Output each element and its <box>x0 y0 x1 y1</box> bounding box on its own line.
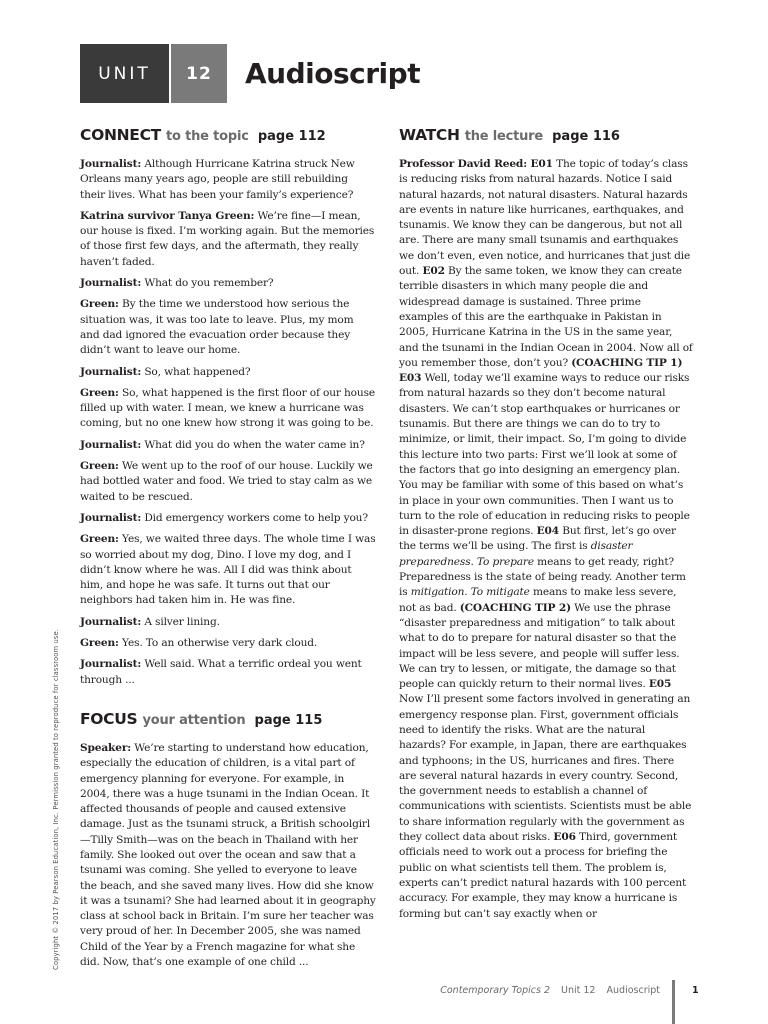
speaker-name: Green: <box>80 637 119 650</box>
lecture-term: disaster preparedness. To prepare <box>399 540 633 568</box>
speaker-name: Journalist: <box>80 365 142 378</box>
transcript-paragraph <box>80 297 376 358</box>
connect-subtitle: to the topic <box>166 129 249 144</box>
speaker-name: Green: <box>80 298 119 311</box>
footer-section: Audioscript <box>606 985 660 996</box>
transcript-paragraph <box>80 209 376 270</box>
lecture-marker: (COACHING TIP 1) E03 <box>399 356 683 385</box>
copyright-notice: Copyright © 2017 by Pearson Education, Inc. Permission granted to reproduce for classroom use. <box>52 628 60 970</box>
speaker-name: Speaker: <box>80 741 132 754</box>
speaker-name: Journalist: <box>80 615 142 628</box>
lecture-text: Well, today we’ll examine ways to reduce our risks from natural hazards so they don’t become natural disasters. We can’t stop earthquakes or hurricanes or tsunamis. But there are things we can do to try to minimize, or limit, their impact. So, I’m going to divide this lecture into two parts: First we’ll look at some of the factors that go into designing an emergency plan. You may be familiar with some of this based on what’s in place in your own communities. Then I want us to turn to the role of education in reducing risks to people in disaster-prone regions. <box>399 372 690 538</box>
speaker-name: Katrina survivor Tanya Green: <box>80 209 255 222</box>
speaker-name: Journalist: <box>80 158 142 170</box>
watch-subtitle: the lecture <box>464 129 544 144</box>
transcript-paragraph <box>80 386 376 432</box>
transcript-paragraph <box>80 741 376 970</box>
unit-label: UNIT <box>80 44 169 103</box>
speech-text: Yes, we waited three days. The whole time I was so worried about my dog, Dino. I love my dog, and I didn’t know where he was. All I did was think about him, and hope he was safe. It turns out that our neighbors had taken him in. He was fine. <box>80 533 376 607</box>
speech-text: We’re starting to understand how education, especially the education of children, is a vital part of emergency planning for everyone. For example, in 2004, there was a huge tsunami in the Indian Ocean. It affected thousands of people and caused extensive damage. Just as the tsunami struck, a British schoolgirl—Tilly Smith—was on the beach in Thailand with her family. She looked out over the ocean and saw that a tsunami was coming. She yelled to everyone to leave the beach, and she saved many lives. How did she know it was a tsunami? She had learned about it in geography class at school back in Britain. I’m sure her teacher was very proud of her. In December 2005, she was named Child of the Year by a French magazine for what she did. Now, that’s one example of one child ... <box>80 741 376 969</box>
unit-number: 12 <box>171 44 227 103</box>
connect-page-ref: page 112 <box>257 129 326 144</box>
speech-text: Yes. To an otherwise very dark cloud. <box>118 637 318 650</box>
transcript-paragraph <box>80 636 376 651</box>
transcript-paragraph <box>80 365 376 380</box>
transcript-paragraph <box>80 615 376 630</box>
lecture-text: means to make less severe, not as bad. <box>399 586 677 614</box>
lecture-text: We use the phrase “disaster preparedness and mitigation” to talk about what to do to prepare for natural disaster so that the impact will be less severe, and people will suffer less. We can try to lessen, or mitigate, the damage so that people can quickly return to their normal lives. <box>399 601 680 691</box>
transcript-paragraph <box>80 438 376 453</box>
footer-divider <box>672 980 675 1024</box>
speech-text: What did you do when the water came in? <box>141 438 365 451</box>
speech-text: What do you remember? <box>141 277 274 290</box>
lecture-term: mitigation. To mitigate <box>410 586 530 599</box>
speech-text: A silver lining. <box>141 615 220 628</box>
lecture-marker: (COACHING TIP 2) <box>459 601 571 614</box>
right-column <box>399 124 693 928</box>
speaker-name: Journalist: <box>80 438 142 451</box>
focus-heading <box>80 708 376 732</box>
watch-heading <box>399 124 693 148</box>
speech-text: So, what happened? <box>141 365 251 378</box>
focus-subtitle: your attention <box>142 712 246 728</box>
left-column <box>80 124 376 976</box>
connect-transcript <box>80 157 376 688</box>
lecture-marker: Professor David Reed: E01 <box>399 158 553 170</box>
lecture-marker: E04 <box>536 525 559 538</box>
lecture-text: Now I’ll present some factors involved in generating an emergency response plan. First, government officials need to identify the risks. What are the natural hazards? For example, in Japan, there are earthquakes and typhoons; in the US, hurricanes and fires. There are several natural hazards in every country. Second, the government needs to establish a channel of communications with scientists. Scientists must be able to share information regularly with the government as they collect data about risks. <box>399 693 692 844</box>
footer-unit: Unit 12 <box>561 985 596 996</box>
lecture-marker: E02 <box>422 265 445 278</box>
lecture-text: means to get ready, right? Preparedness is the state of being ready. Another term is <box>399 555 686 599</box>
speaker-name: Green: <box>80 460 119 473</box>
footer <box>440 985 660 996</box>
lecture-text: But first, let’s go over the terms we’ll be using. The first is <box>399 525 676 553</box>
transcript-paragraph <box>80 157 376 203</box>
watch-page-ref: page 116 <box>552 129 620 144</box>
focus-transcript <box>80 741 376 970</box>
speech-text: By the time we understood how serious the situation was, it was too late to leave. Plus, my mom and dad ignored the evacuation order because they didn’t want to leave our home. <box>80 298 354 357</box>
speech-text: We went up to the roof of our house. Luckily we had bottled water and food. We tried to stay calm as we waited to be rescued. <box>80 460 373 503</box>
connect-keyword: CONNECT <box>80 126 161 144</box>
transcript-paragraph <box>80 511 376 526</box>
connect-heading <box>80 124 376 148</box>
lecture-text: Third, government officials need to work out a process for briefing the public on what scientists tell them. The problem is, experts can’t predict natural hazards with 100 percent accuracy. For example, they may know a hurricane is forming but can’t say exactly when or <box>399 831 687 920</box>
speaker-name: Journalist: <box>80 658 142 671</box>
speaker-name: Journalist: <box>80 511 142 524</box>
lecture-text: The topic of today’s class is reducing risks from natural hazards. Notice I said natural hazards, not natural disasters. Natural hazards are events in nature like hurricanes, earthquakes, and tsunamis. We know they can be dangerous, but not all are. There are many small tsunamis and earthquakes we don’t even, even notice, and hurricanes that just die out. <box>399 158 691 278</box>
transcript-paragraph <box>80 276 376 291</box>
footer-book-title: Contemporary Topics 2 <box>440 985 550 996</box>
transcript-paragraph <box>80 657 376 688</box>
page-title: Audioscript <box>245 57 421 90</box>
speaker-name: Green: <box>80 533 119 546</box>
speaker-name: Green: <box>80 386 119 399</box>
speech-text: We’re fine—I mean, our house is fixed. I’m working again. But the memories of those first few days, and the aftermath, they really haven’t faded. <box>80 209 375 268</box>
speech-text: Although Hurricane Katrina struck New Orleans many years ago, people are still rebuilding their lives. What has been your family’s experience? <box>80 158 355 201</box>
watch-keyword: WATCH <box>399 126 460 144</box>
lecture-marker: E05 <box>648 678 672 691</box>
speaker-name: Journalist: <box>80 277 142 290</box>
focus-page-ref: page 115 <box>254 712 323 728</box>
transcript-paragraph <box>80 532 376 608</box>
speech-text: So, what happened is the first floor of our house filled up with water. I mean, we knew a hurricane was coming, but no one knew how strong it was going to be. <box>80 386 375 430</box>
page-number: 1 <box>692 985 699 996</box>
focus-keyword: FOCUS <box>80 709 138 728</box>
transcript-paragraph <box>80 459 376 505</box>
speech-text: Did emergency workers come to help you? <box>141 511 368 524</box>
watch-transcript <box>399 157 693 922</box>
page-header <box>80 44 420 103</box>
speech-text: Well said. What a terrific ordeal you went through ... <box>80 658 362 686</box>
lecture-marker: E06 <box>553 831 576 844</box>
lecture-text: By the same token, we know they can create terrible disasters in which many people die and widespread damage is sustained. Three prime examples of this are the earthquake in Pakistan in 2005, Hurricane Katrina in the US in the same year, and the tsunami in the Indian Ocean in 2004. Now all of you remember those, don’t you? <box>399 265 693 369</box>
